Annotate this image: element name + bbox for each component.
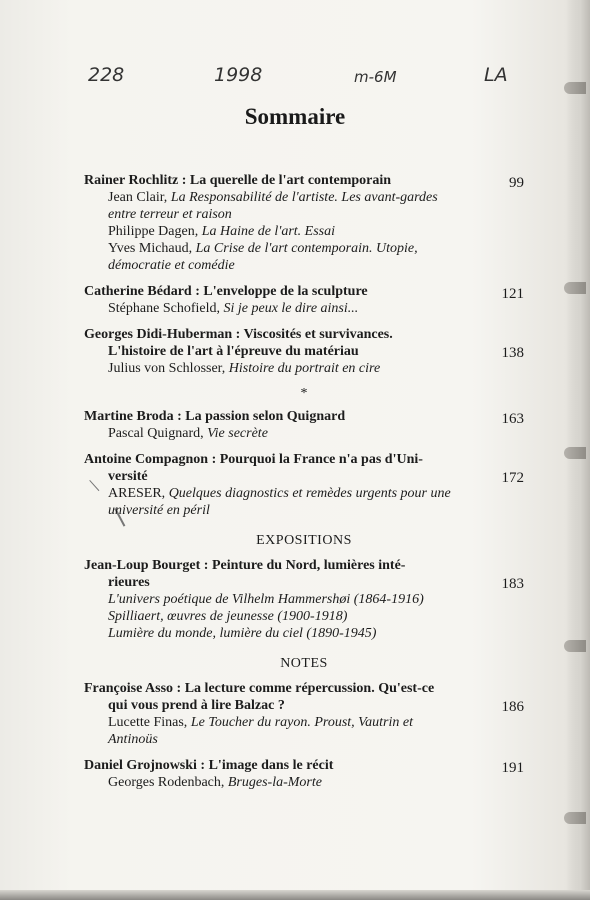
ref-author: Philippe Dagen,	[108, 224, 199, 239]
ref-work: La Haine de l'art. Essai	[201, 224, 335, 239]
toc-entry	[84, 557, 524, 642]
entry-heading: Jean-Loup Bourget : Peinture du Nord, lumières inté-	[84, 558, 406, 573]
entry-heading: Georges Didi-Huberman : Viscosités et survivances.	[84, 327, 393, 342]
entry-reference	[84, 425, 480, 442]
ref-author: Jean Clair,	[108, 190, 168, 205]
entry-heading-continued: L'histoire de l'art à l'épreuve du matériau	[108, 344, 359, 359]
entry-reference	[84, 189, 480, 206]
ref-work: Histoire du portrait en cire	[228, 361, 381, 376]
page-tab-marker	[564, 640, 586, 652]
entry-heading: Rainer Rochlitz : La querelle de l'art contemporain	[84, 173, 392, 188]
section-heading-notes: NOTES	[280, 656, 328, 671]
entry-heading: Antoine Compagnon : Pourquoi la France n'a pas d'Uni-	[84, 452, 423, 467]
entry-heading: Catherine Bédard : L'enveloppe de la sculpture	[84, 284, 368, 299]
page-number: 163	[501, 411, 524, 427]
toc-entry	[84, 283, 524, 317]
entry-heading-continued: rieures	[108, 575, 150, 590]
entry-reference	[84, 240, 480, 257]
toc-entry	[84, 326, 524, 377]
ref-author: Pascal Quignard,	[108, 426, 204, 441]
page-number: 138	[501, 345, 524, 361]
page-tab-marker	[564, 282, 586, 294]
ref-author: Julius von Schlosser,	[108, 361, 226, 376]
ref-work-continued: Antinoüs	[108, 732, 158, 747]
page-number: 191	[501, 760, 524, 776]
entry-reference	[84, 714, 524, 731]
ref-work: La Crise de l'art contemporain. Utopie,	[195, 241, 418, 256]
ref-work: Si je peux le dire ainsi...	[223, 301, 359, 316]
handwritten-year: 1998	[214, 64, 263, 86]
entry-reference	[84, 360, 480, 377]
toc-entry	[84, 680, 524, 748]
section-separator: *	[300, 386, 308, 401]
ref-author: Yves Michaud,	[108, 241, 193, 256]
toc-entry	[84, 408, 524, 442]
page-number: 172	[501, 470, 524, 486]
page-tab-marker	[564, 447, 586, 459]
toc-entry	[84, 757, 524, 791]
entry-heading: Martine Broda : La passion selon Quignard	[84, 409, 346, 424]
exhibition-title: L'univers poétique de Vilhelm Hammershøi (1864-1916)	[108, 592, 424, 607]
entry-reference	[84, 485, 504, 502]
ref-work: La Responsabilité de l'artiste. Les avant-gardes	[170, 190, 438, 205]
entry-reference	[84, 300, 480, 317]
entry-reference	[84, 774, 480, 791]
ref-work: Quelques diagnostics et remèdes urgents pour une	[168, 486, 451, 501]
entry-heading: Daniel Grojnowski : L'image dans le récit	[84, 758, 334, 773]
page-tab-marker	[564, 82, 586, 94]
entry-heading: Françoise Asso : La lecture comme répercussion. Qu'est-ce	[84, 681, 435, 696]
ref-work-continued: démocratie et comédie	[108, 258, 235, 273]
page-number: 121	[501, 286, 524, 302]
section-heading-expositions: EXPOSITIONS	[256, 533, 352, 548]
ref-author: Georges Rodenbach,	[108, 775, 225, 790]
handwritten-number: 228	[88, 64, 125, 86]
ref-work-continued: université en péril	[108, 503, 210, 518]
ref-author: Lucette Finas,	[108, 715, 188, 730]
ref-work-continued: entre terreur et raison	[108, 207, 232, 222]
entry-heading-continued: qui vous prend à lire Balzac ?	[108, 698, 285, 713]
exhibition-title: Spilliaert, œuvres de jeunesse (1900-1918)	[108, 609, 348, 624]
ref-work: Le Toucher du rayon. Proust, Vautrin et	[190, 715, 414, 730]
entry-reference	[84, 223, 480, 240]
ref-author: Stéphane Schofield,	[108, 301, 220, 316]
page-bottom-edge	[0, 890, 590, 900]
page-title: Sommaire	[244, 104, 346, 129]
ref-work: Bruges-la-Morte	[227, 775, 322, 790]
page-number: 99	[509, 175, 524, 191]
handwritten-initials: LA	[484, 64, 508, 86]
page-number: 186	[501, 699, 524, 715]
ref-work: Vie secrète	[207, 426, 268, 441]
ref-author: ARESER,	[108, 486, 166, 501]
page-tab-marker	[564, 812, 586, 824]
toc-entry	[84, 451, 524, 519]
toc-entry	[84, 172, 524, 274]
entry-heading-continued: versité	[108, 469, 148, 484]
page-number: 183	[501, 576, 524, 592]
exhibition-title: Lumière du monde, lumière du ciel (1890-1945)	[108, 626, 377, 641]
handwritten-code: m-6M	[354, 68, 397, 86]
table-of-contents	[84, 172, 524, 800]
